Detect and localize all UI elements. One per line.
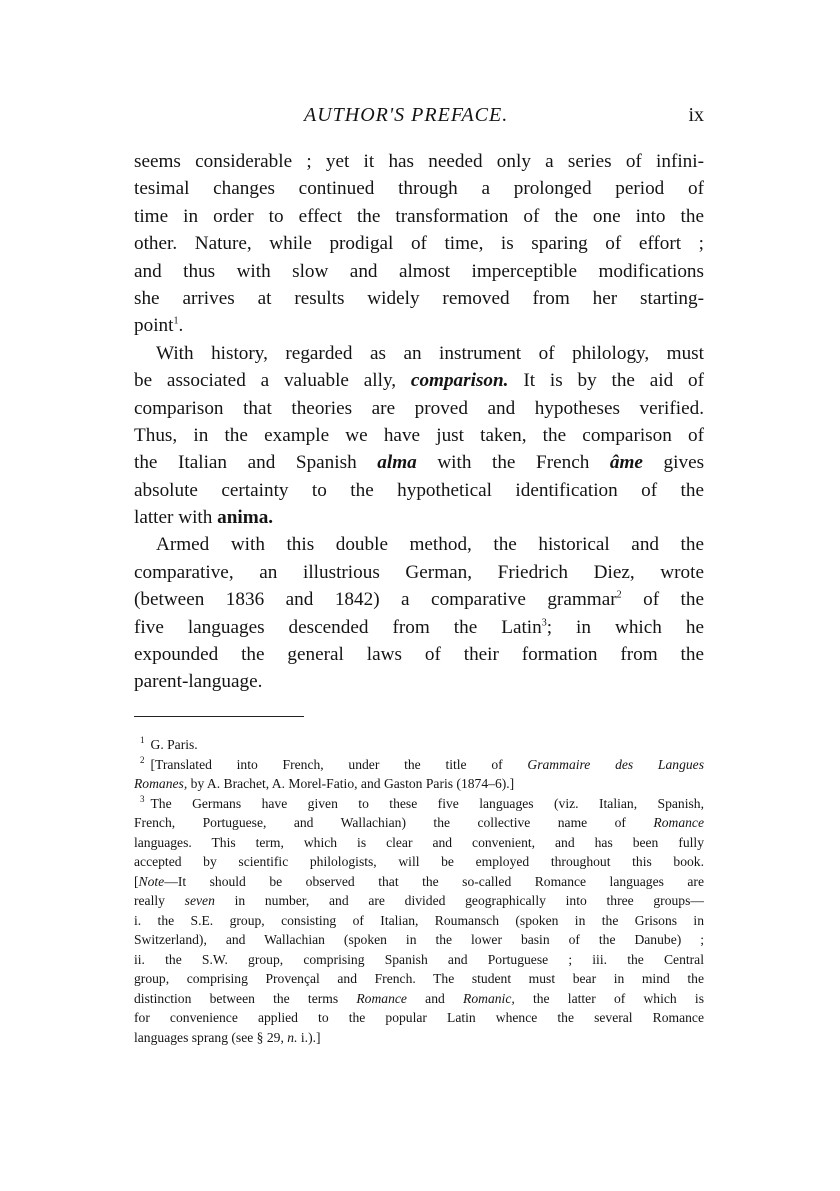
- text-line: the Italian and Spanish alma with the French âme gives: [134, 452, 704, 474]
- text-line: be associated a valuable ally, comparison. It is by the aid of: [134, 370, 704, 392]
- footnote-line: accepted by scientific philologists, will be employed throughout this book.: [134, 854, 704, 869]
- text-line: parent-language.: [134, 671, 263, 693]
- text-line: comparative, an illustrious German, Friedrich Diez, wrote: [134, 561, 704, 583]
- text-line: and thus with slow and almost imperceptible modifications: [134, 260, 704, 282]
- text-line: With history, regarded as an instrument of philology, must: [156, 342, 704, 364]
- text-line: Thus, in the example we have just taken, the comparison of: [134, 424, 704, 446]
- text-line: expounded the general laws of their formation from the: [134, 644, 704, 666]
- body-text: [134, 148, 704, 696]
- text-line: she arrives at results widely removed from her starting-: [134, 287, 704, 309]
- emphasis: anima.: [217, 507, 274, 529]
- footnote-line: Romanes, by A. Brachet, A. Morel-Fatio, and Gaston Paris (1874–6).]: [134, 776, 515, 791]
- text-line: time in order to effect the transformation of the one into the: [134, 205, 704, 227]
- footnotes: [134, 735, 704, 1047]
- text-line: (between 1836 and 1842) a comparative grammar$^2$ of the: [134, 589, 704, 611]
- footnote-line: ii. the S.W. group, comprising Spanish and Portuguese ; iii. the Central: [134, 951, 704, 967]
- text-line: five languages descended from the Latin$^3$; in which he: [134, 616, 704, 638]
- running-title: AUTHOR'S PREFACE.: [304, 104, 509, 126]
- text-line: comparison that theories are proved and hypotheses verified.: [134, 397, 704, 419]
- footnote-line: group, comprising Provençal and French. The student must bear in mind the: [134, 971, 704, 986]
- footnote-marker: 2: [616, 589, 622, 601]
- text-line: absolute certainty to the hypothetical identification of the: [134, 479, 704, 501]
- text-line: Armed with this double method, the historical and the: [156, 534, 704, 556]
- text-line: other. Nature, while prodigal of time, is sparing of effort ;: [134, 233, 704, 255]
- text-line: seems considerable ; yet it has needed only a series of infini-: [134, 151, 704, 172]
- footnote-line: distinction between the terms Romance and Romanic, the latter of which is: [134, 990, 704, 1006]
- text-line: tesimal changes continued through a prolonged period of: [134, 178, 704, 200]
- footnote-rule: [134, 716, 304, 717]
- footnote-line: for convenience applied to the popular Latin whence the several Romance: [134, 1010, 704, 1025]
- text-line: point$^1$.: [134, 315, 184, 337]
- page-number: ix: [688, 104, 704, 126]
- footnote-line: languages. This term, which is clear and convenient, and has been fully: [134, 834, 704, 850]
- footnote-marker: 1: [173, 315, 179, 327]
- emphasis: alma: [377, 452, 417, 474]
- footnote-line: languages sprang (see § 29, n. i.).]: [134, 1029, 321, 1045]
- footnote-line: [Note—It should be observed that the so-called Romance languages are: [134, 873, 704, 889]
- text-line: latter with anima.: [134, 507, 274, 529]
- page-header: [134, 104, 704, 132]
- footnote-line: French, Portuguese, and Wallachian) the collective name of Romance: [134, 815, 704, 830]
- footnote-line: i. the S.E. group, consisting of Italian, Roumansch (spoken in the Grisons in: [134, 912, 704, 928]
- footnote-line: Switzerland), and Wallachian (spoken in the lower basin of the Danube) ;: [134, 932, 704, 947]
- footnote-marker: 3: [541, 617, 547, 629]
- footnote-line: really seven in number, and are divided geographically into three groups—: [134, 893, 704, 908]
- footnote: $^3$ The Germans have given to these five languages (viz. Italian, Spanish,: [140, 793, 704, 811]
- emphasis: comparison.: [410, 370, 509, 392]
- footnote: $^1$ G. Paris.: [140, 735, 198, 752]
- footnote: $^2$ [Translated into French, under the title of Grammaire des Langues: [140, 754, 704, 772]
- emphasis: âme: [609, 452, 643, 474]
